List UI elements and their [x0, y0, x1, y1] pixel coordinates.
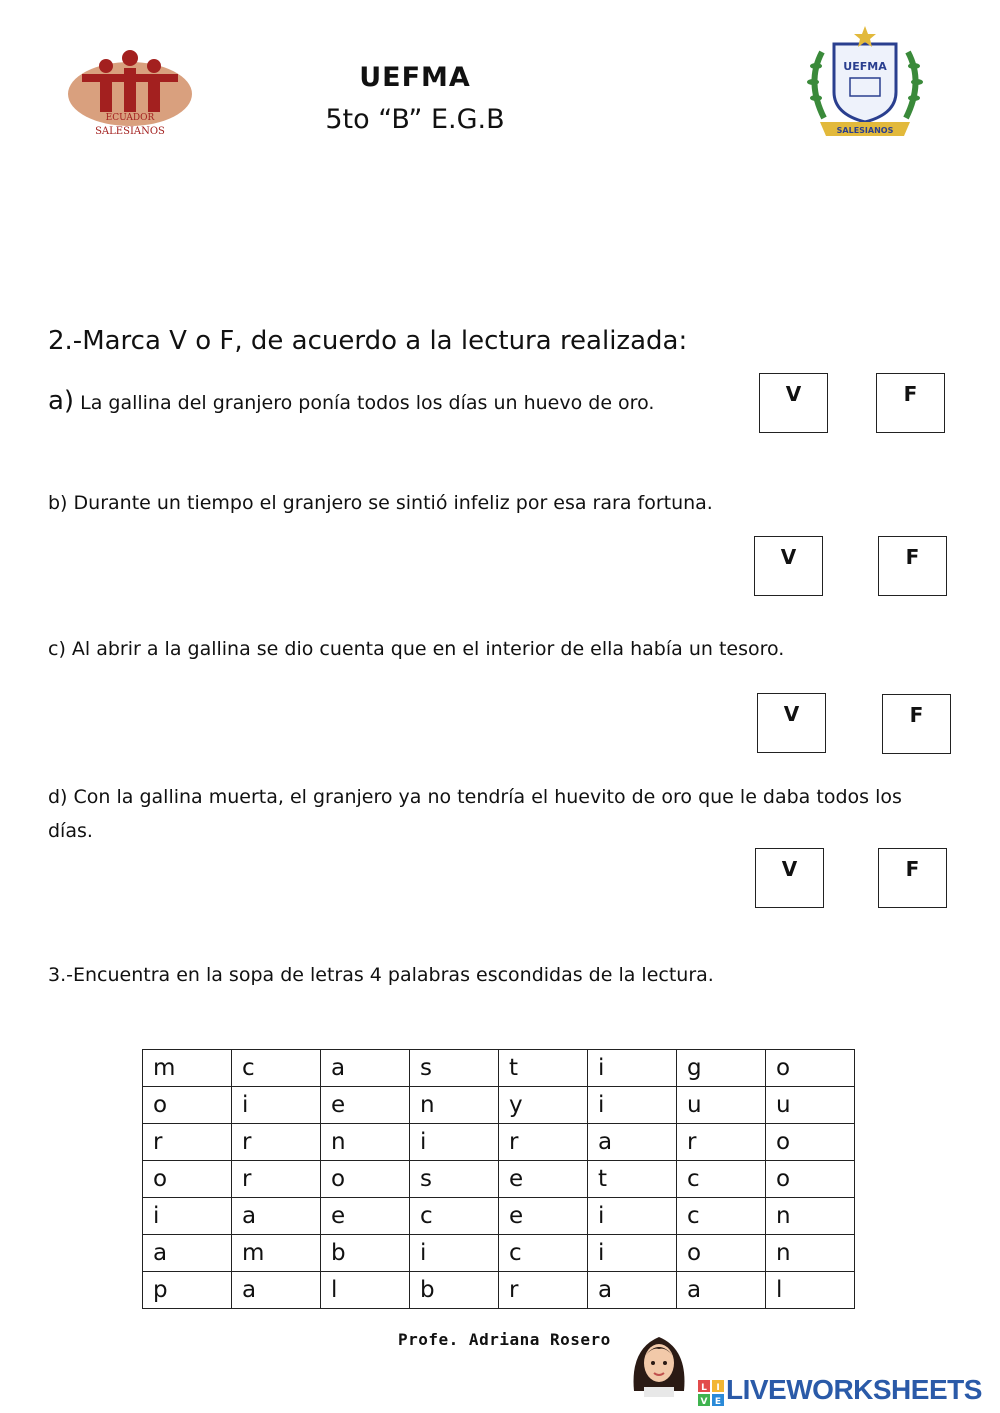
grid-cell[interactable]: m — [232, 1235, 321, 1272]
grid-cell[interactable]: a — [588, 1272, 677, 1309]
grid-cell[interactable]: l — [321, 1272, 410, 1309]
question-c — [48, 638, 784, 660]
uefma-crest-logo — [800, 22, 930, 142]
logo-left-text-salesianos: SALESIANOS — [95, 126, 165, 137]
question-a — [48, 386, 654, 416]
grid-cell[interactable]: p — [143, 1272, 232, 1309]
grid-cell[interactable]: o — [766, 1161, 855, 1198]
question-d — [48, 780, 948, 848]
grid-cell[interactable]: a — [232, 1272, 321, 1309]
grid-cell[interactable]: s — [410, 1050, 499, 1087]
grid-cell[interactable]: o — [766, 1050, 855, 1087]
question-d-false-box[interactable]: F — [878, 848, 947, 908]
grid-cell[interactable]: n — [321, 1124, 410, 1161]
grid-cell[interactable]: i — [410, 1235, 499, 1272]
icon-letter-e: E — [714, 1397, 722, 1406]
grid-cell[interactable]: i — [588, 1235, 677, 1272]
question-b-label: b) — [48, 492, 68, 514]
grid-cell[interactable]: c — [410, 1198, 499, 1235]
icon-letter-v: V — [700, 1397, 708, 1406]
teacher-avatar — [626, 1329, 692, 1397]
liveworksheets-icon — [698, 1380, 724, 1406]
question-c-label: c) — [48, 638, 66, 660]
grid-cell[interactable]: n — [766, 1198, 855, 1235]
grid-cell[interactable]: o — [766, 1124, 855, 1161]
crest-text-uefma: UEFMA — [843, 60, 887, 73]
grid-cell[interactable]: r — [143, 1124, 232, 1161]
grid-cell[interactable]: s — [410, 1161, 499, 1198]
grid-cell[interactable]: e — [499, 1161, 588, 1198]
question-d-true-box[interactable]: V — [755, 848, 824, 908]
grid-cell[interactable]: b — [410, 1272, 499, 1309]
question-d-text: Con la gallina muerta, el granjero ya no tendría el huevito de oro que le daba todos los días. — [48, 786, 902, 842]
question-c-false-box[interactable]: F — [882, 694, 951, 754]
grid-cell[interactable]: n — [410, 1087, 499, 1124]
grid-cell[interactable]: b — [321, 1235, 410, 1272]
school-name: UEFMA — [359, 62, 471, 93]
grid-cell[interactable]: m — [143, 1050, 232, 1087]
question-a-text: La gallina del granjero ponía todos los días un huevo de oro. — [80, 392, 655, 414]
grid-row — [143, 1235, 855, 1272]
grid-cell[interactable]: e — [321, 1198, 410, 1235]
grid-cell[interactable]: a — [321, 1050, 410, 1087]
question-a-false-box[interactable]: F — [876, 373, 945, 433]
grid-cell[interactable]: i — [410, 1124, 499, 1161]
grid-cell[interactable]: a — [588, 1124, 677, 1161]
grid-cell[interactable]: i — [588, 1198, 677, 1235]
grid-cell[interactable]: g — [677, 1050, 766, 1087]
grid-cell[interactable]: l — [766, 1272, 855, 1309]
grid-row — [143, 1198, 855, 1235]
section-3-title: 3.-Encuentra en la sopa de letras 4 palabras escondidas de la lectura. — [48, 964, 714, 986]
grid-row — [143, 1161, 855, 1198]
grid-cell[interactable]: n — [766, 1235, 855, 1272]
grid-cell[interactable]: t — [499, 1050, 588, 1087]
grid-cell[interactable]: u — [766, 1087, 855, 1124]
liveworksheets-brand: LIVEWORKSHEETS — [726, 1374, 982, 1405]
grid-cell[interactable]: r — [499, 1272, 588, 1309]
grid-cell[interactable]: u — [677, 1087, 766, 1124]
grid-row — [143, 1087, 855, 1124]
grid-row — [143, 1050, 855, 1087]
icon-letter-l: L — [701, 1383, 707, 1393]
question-b-text: Durante un tiempo el granjero se sintió infeliz por esa rara fortuna. — [73, 492, 713, 514]
logo-left-text-ecuador: ECUADOR — [105, 113, 155, 123]
word-search-grid — [142, 1049, 855, 1309]
salesianos-ecuador-logo — [62, 48, 198, 140]
grid-cell[interactable]: e — [499, 1198, 588, 1235]
grid-row — [143, 1272, 855, 1309]
question-d-label: d) — [48, 786, 68, 808]
grid-cell[interactable]: c — [232, 1050, 321, 1087]
question-c-true-box[interactable]: V — [757, 693, 826, 753]
grid-cell[interactable]: c — [677, 1198, 766, 1235]
grid-cell[interactable]: i — [588, 1087, 677, 1124]
grid-cell[interactable]: i — [232, 1087, 321, 1124]
question-a-true-box[interactable]: V — [759, 373, 828, 433]
grid-cell[interactable]: o — [143, 1161, 232, 1198]
grid-cell[interactable]: i — [143, 1198, 232, 1235]
grid-cell[interactable]: a — [143, 1235, 232, 1272]
icon-letter-i: I — [716, 1383, 720, 1393]
section-2-title: 2.-Marca V o F, de acuerdo a la lectura realizada: — [48, 326, 688, 356]
grid-cell[interactable]: i — [588, 1050, 677, 1087]
grid-cell[interactable]: r — [499, 1124, 588, 1161]
question-b — [48, 492, 713, 514]
grid-cell[interactable]: c — [499, 1235, 588, 1272]
grid-cell[interactable]: o — [143, 1087, 232, 1124]
teacher-name: Profe. Adriana Rosero — [398, 1330, 611, 1349]
grid-cell[interactable]: a — [232, 1198, 321, 1235]
grid-cell[interactable]: r — [232, 1124, 321, 1161]
crest-text-salesianos: SALESIANOS — [836, 126, 894, 135]
grid-cell[interactable]: y — [499, 1087, 588, 1124]
grid-cell[interactable]: o — [321, 1161, 410, 1198]
grid-cell[interactable]: e — [321, 1087, 410, 1124]
grid-row — [143, 1124, 855, 1161]
grid-cell[interactable]: a — [677, 1272, 766, 1309]
question-b-true-box[interactable]: V — [754, 536, 823, 596]
grid-cell[interactable]: r — [232, 1161, 321, 1198]
question-c-text: Al abrir a la gallina se dio cuenta que en el interior de ella había un tesoro. — [71, 638, 785, 660]
question-a-label: a) — [48, 386, 75, 416]
grid-cell[interactable]: c — [677, 1161, 766, 1198]
grid-cell[interactable]: t — [588, 1161, 677, 1198]
grid-cell[interactable]: o — [677, 1235, 766, 1272]
grade-label: 5to “B” E.G.B — [325, 104, 505, 135]
question-b-false-box[interactable]: F — [878, 536, 947, 596]
grid-cell[interactable]: r — [677, 1124, 766, 1161]
